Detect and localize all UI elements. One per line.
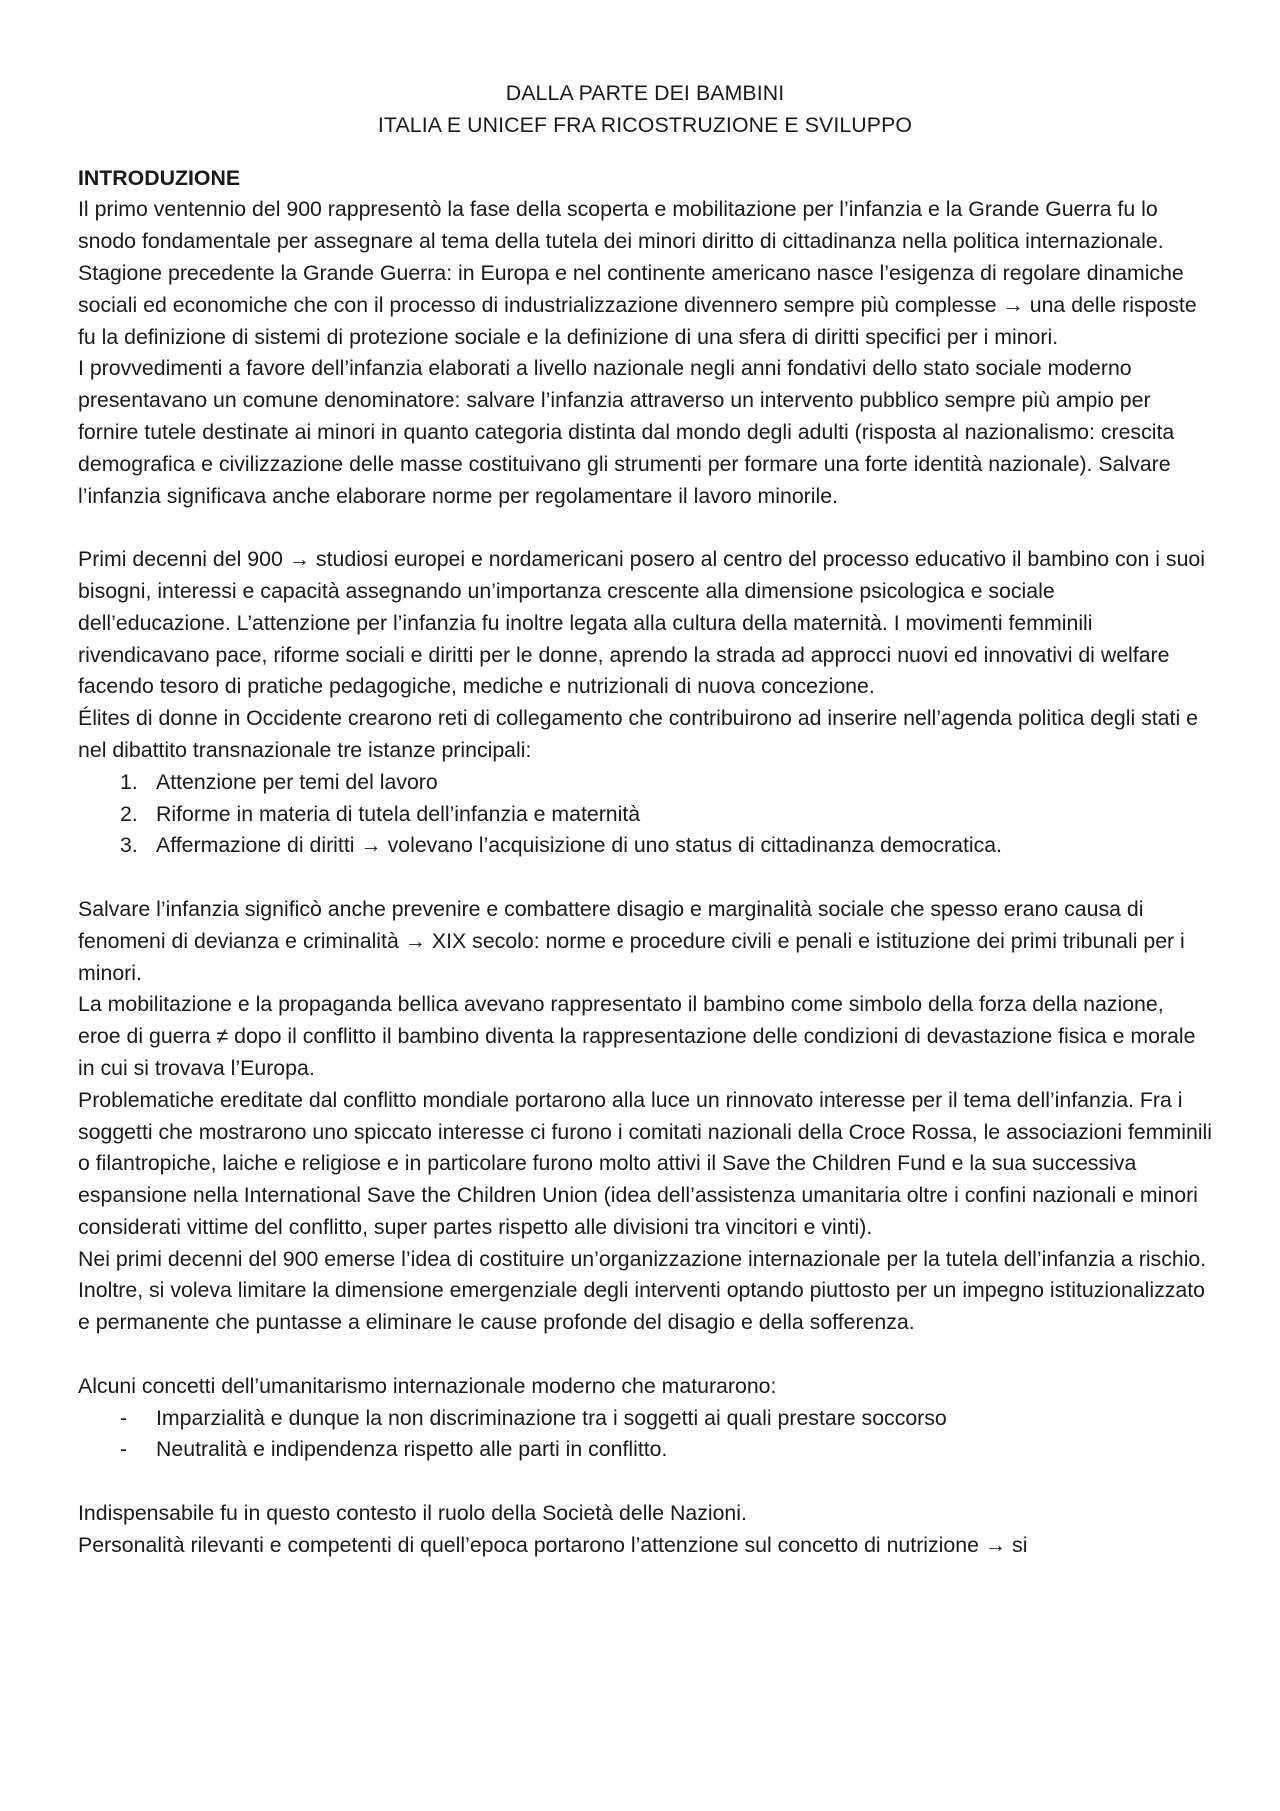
list-item — [78, 799, 1212, 831]
paragraph-8: Nei primi decenni del 900 emerse l’idea di costituire un’organizzazione internazionale per la tutela dell’infanzia a rischio. Inoltre, si voleva limitare la dimensione emergenziale degli interventi optando piuttosto per un impegno istituzionalizzato e permanente che puntasse a eliminare le cause profonde del disagio e della sofferenza. — [78, 1246, 1207, 1335]
blank-line — [78, 1466, 1212, 1498]
paragraph-9: Alcuni concetti dell’umanitarismo internazionale moderno che maturarono: — [78, 1373, 777, 1398]
paragraph-2: I provvedimenti a favore dell’infanzia elaborati a livello nazionale negli anni fondativi dello stato sociale moderno presentavano un comune denominatore: salvare l’infanzia attraverso un intervento pubblico sempre più ampio per fornire tutele destinate ai minori in quanto categoria distinta dal mondo degli adulti (risposta al nazionalismo: crescita demografica e civilizzazione delle masse costituivano gli strumenti per formare una forte identità nazionale). Salvare l’infanzia significava anche elaborare norme per regolamentare il lavoro minorile. — [78, 356, 1175, 508]
paragraph-4: Élites di donne in Occidente crearono reti di collegamento che contribuirono ad inserire nell’agenda politica degli stati e nel dibattito transnazionale tre istanze principali: — [78, 706, 1198, 762]
paragraph-7: Problematiche ereditate dal conflitto mondiale portarono alla luce un rinnovato interesse per il tema dell’infanzia. Fra i soggetti che mostrarono uno spiccato interesse ci furono i comitati nazionali della Croce Rossa, le associazioni femminili o filantropiche, laiche e religiose e in particolare furono molto attivi il Save the Children Fund e la sua successiva espansione nella International Save the Children Union (idea dell’assistenza umanitaria oltre i confini nazionali e minori considerati vittime del conflitto, super partes rispetto alle divisioni tra vincitori e vinti). — [78, 1087, 1213, 1239]
paragraph-3: Primi decenni del 900 → studiosi europei e nordamericani posero al centro del processo educativo il bambino con i suoi bisogni, interessi e capacità assegnando un’importanza crescente alla dimensione psicologica e sociale dell’educazione. L’attenzione per l’infanzia fu inoltre legata alla cultura della maternità. I movimenti femminili rivendicavano pace, riforme sociali e diritti per le donne, aprendo la strada ad approcci nuovi ed innovativi di welfare facendo tesoro di pratiche pedagogiche, mediche e nutrizionali di nuova concezione. — [78, 547, 1205, 699]
blank-line — [78, 862, 1212, 894]
list-marker: 2. — [120, 801, 138, 826]
section-heading: INTRODUZIONE — [78, 165, 241, 190]
list-marker: 1. — [120, 769, 138, 794]
blank-line — [78, 512, 1212, 544]
list-item-text: Attenzione per temi del lavoro — [156, 769, 438, 794]
list-item-text: Riforme in materia di tutela dell’infanzia e maternità — [156, 801, 641, 826]
paragraph-10: Indispensabile fu in questo contesto il ruolo della Società delle Nazioni. — [78, 1501, 747, 1526]
list-item — [78, 767, 1212, 799]
list-marker: - — [120, 1437, 128, 1462]
paragraph-5: Salvare l’infanzia significò anche prevenire e combattere disagio e marginalità sociale che spesso erano causa di fenomeni di devianza e criminalità → XIX secolo: norme e procedure civili e penali e istituzione dei primi tribunali per i minori. — [78, 896, 1185, 985]
numbered-list — [78, 767, 1212, 862]
document-page — [78, 78, 1212, 1562]
blank-line — [78, 1339, 1212, 1371]
document-title — [78, 78, 1212, 142]
list-item — [78, 1403, 1212, 1435]
title-line-2: ITALIA E UNICEF FRA RICOSTRUZIONE E SVILUPPO — [377, 112, 913, 137]
list-item — [78, 1434, 1212, 1466]
list-item-text: Affermazione di diritti → volevano l’acquisizione di uno status di cittadinanza democratica. — [156, 833, 1003, 858]
list-item-text: Imparzialità e dunque la non discriminazione tra i soggetti ai quali prestare soccorso — [156, 1405, 947, 1430]
paragraph-11: Personalità rilevanti e competenti di quell’epoca portarono l’attenzione sul concetto di nutrizione → si — [78, 1532, 1028, 1557]
title-line-1: DALLA PARTE DEI BAMBINI — [505, 81, 785, 105]
list-item-text: Neutralità e indipendenza rispetto alle parti in conflitto. — [156, 1437, 668, 1462]
paragraph-6: La mobilitazione e la propaganda bellica avevano rappresentato il bambino come simbolo della forza della nazione, eroe di guerra ≠ dopo il conflitto il bambino diventa la rappresentazione delle condizioni di devastazione fisica e morale in cui si trovava l’Europa. — [78, 992, 1196, 1080]
dashed-list — [78, 1403, 1212, 1467]
paragraph-1: Il primo ventennio del 900 rappresentò la fase della scoperta e mobilitazione per l’infanzia e la Grande Guerra fu lo snodo fondamentale per assegnare al tema della tutela dei minori diritto di cittadinanza nella politica internazionale. Stagione precedente la Grande Guerra: in Europa e nel continente americano nasce l’esigenza di regolare dinamiche sociali ed economiche che con il processo di industrializzazione divennero sempre più complesse → una delle risposte fu la definizione di sistemi di protezione sociale e la definizione di una sfera di diritti specifici per i minori. — [78, 197, 1197, 349]
list-item — [78, 830, 1212, 862]
list-marker: 3. — [120, 833, 138, 858]
list-marker: - — [120, 1405, 128, 1430]
